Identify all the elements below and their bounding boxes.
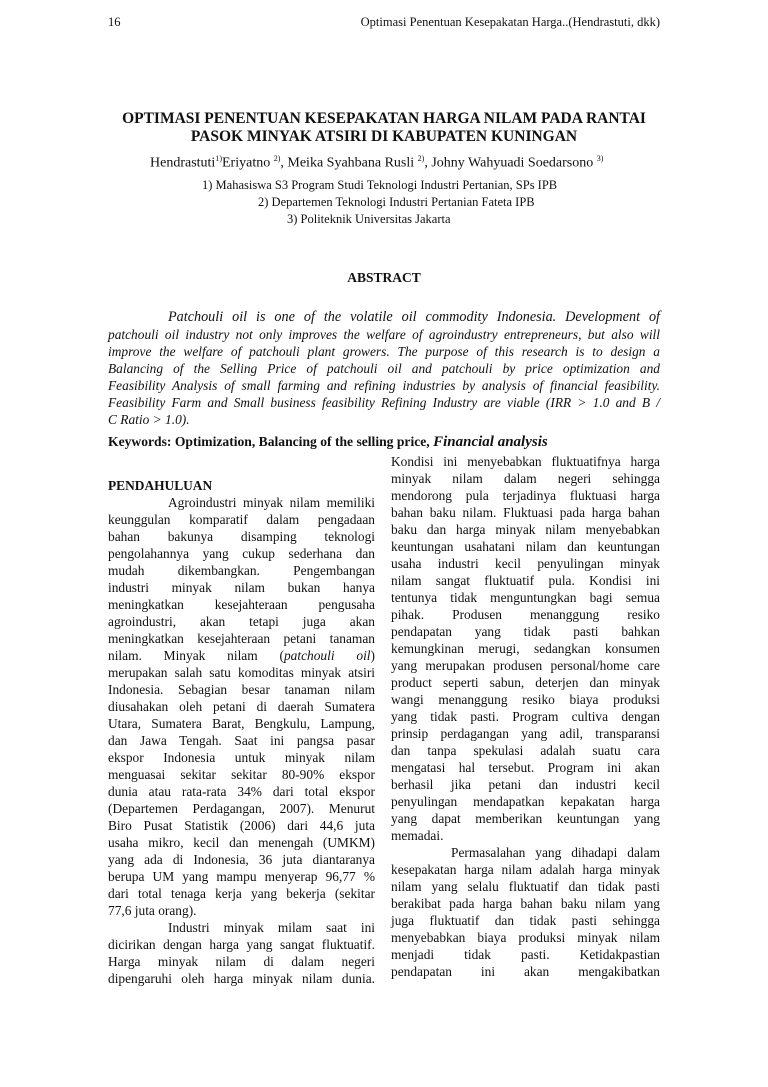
text-line (391, 742, 660, 759)
author: Hendrastuti (150, 155, 216, 171)
text-line (108, 732, 375, 749)
text-line (391, 487, 660, 504)
text-line (108, 817, 375, 834)
text-segment: Industri minyak milam saat ini (168, 920, 375, 935)
author: Eriyatno (222, 155, 271, 171)
text-segment: bahan bakunya disamping teknologi (108, 529, 375, 544)
abstract-line: patchouli oil industry not only improves the welfare of agroindustry entrepreneurs, but also will (108, 327, 660, 342)
text-line (108, 868, 375, 885)
text-line (108, 749, 375, 766)
text-line (108, 885, 375, 902)
text-line (391, 470, 660, 487)
text-line (391, 895, 660, 912)
affiliation-2: 2) Departemen Teknologi Industri Pertanian Fateta IPB (258, 195, 535, 209)
text-segment: berhasil jika petani dan industri kecil (391, 777, 660, 792)
text-line (391, 538, 660, 555)
text-segment: berakibat pada harga bahan baku nilam yang (391, 896, 660, 911)
text-segment: merupakan salah satu komoditas minyak atsiri (108, 665, 375, 680)
text-line (391, 810, 660, 827)
text-segment: menguasai sekitar sekitar 80-90% ekspor (108, 767, 375, 782)
text-line (108, 834, 375, 851)
text-segment: Permasalahan yang dihadapi dalam (451, 845, 660, 860)
text-segment: penyulingan mendapatkan kepakatan harga (391, 794, 660, 809)
text-segment: pendapatan yang tidak pasti bahkan (391, 624, 660, 639)
text-line (108, 919, 375, 936)
author-affil: 1) (215, 154, 222, 163)
text-line (391, 963, 660, 980)
text-line (391, 555, 660, 572)
text-segment: ) (370, 648, 375, 663)
author-affil: 2) (417, 154, 425, 163)
text-line (391, 844, 660, 861)
text-line (108, 630, 375, 647)
text-line (108, 647, 375, 664)
text-line (391, 725, 660, 742)
author-affil: 2) (273, 154, 281, 163)
text-line (391, 657, 660, 674)
text-line (108, 681, 375, 698)
keywords-text: Keywords: Optimization, Balancing of the selling price, (108, 434, 434, 449)
text-segment: (Departemen Perdagangan, 2007). Menurut (108, 801, 375, 816)
text-segment: menyebabkan biaya produksi minyak nilam (391, 930, 660, 945)
text-segment: meningkatkan kesejahteraan petani tanaman (108, 631, 375, 646)
text-segment: menjadi tidak pasti. Ketidakpastian (391, 947, 660, 962)
text-line (108, 936, 375, 953)
italic-term: patchouli oil (283, 648, 371, 663)
text-segment: minyak nilam dalam negeri sehingga (391, 471, 660, 486)
text-segment: pendapatan ini akan mengakibatkan (391, 964, 660, 979)
abstract-line: Patchouli oil is one of the volatile oil commodity Indonesia. Development of (168, 309, 660, 325)
text-line (391, 912, 660, 929)
page-number: 16 (108, 15, 121, 29)
text-line (391, 929, 660, 946)
text-line (391, 521, 660, 538)
text-line (391, 623, 660, 640)
affiliation-1: 1) Mahasiswa S3 Program Studi Teknologi Industri Pertanian, SPs IPB (202, 178, 558, 192)
text-line (108, 664, 375, 681)
text-line (108, 800, 375, 817)
text-segment: tentunya tidak menguntungkan bagi semua (391, 590, 660, 605)
text-segment: dan Jawa Tengah. Saat ini pangsa pasar (108, 733, 375, 748)
text-line (108, 494, 375, 511)
text-segment: mudah dikembangkan. Pengembangan (108, 563, 375, 578)
text-line (391, 504, 660, 521)
text-line (108, 953, 375, 970)
affiliation-3: 3) Politeknik Universitas Jakarta (287, 212, 451, 226)
text-segment: product seperti sabun, deterjen dan minyak (391, 675, 660, 690)
text-line (391, 606, 660, 623)
text-segment: keunggulan komparatif dalam pengadaan (108, 512, 375, 527)
text-segment: yang merupakan produsen personal/home care (391, 658, 660, 673)
text-line (108, 783, 375, 800)
text-line (108, 902, 375, 919)
text-segment: Agroindustri minyak nilam memiliki (168, 495, 375, 510)
text-line (108, 579, 375, 596)
text-segment: nilam. Minyak nilam ( (108, 648, 284, 663)
text-segment: ekspor Indonesia untuk minyak nilam (108, 750, 375, 765)
text-segment: Utara, Sumatera Barat, Bengkulu, Lampung, (108, 716, 375, 731)
text-segment: memadai. (391, 828, 444, 843)
text-segment: kemungkinan merugi, sedangkan konsumen (391, 641, 660, 656)
text-line (391, 674, 660, 691)
running-title: Optimasi Penentuan Kesepakatan Harga..(Hendrastuti, dkk) (360, 15, 660, 29)
text-segment: mendorong pula terjadinya fluktuasi harga (391, 488, 660, 503)
text-line (391, 759, 660, 776)
text-segment: meningkatkan kesejahteraan pengusaha (108, 597, 375, 612)
keywords (108, 433, 548, 450)
text-segment: nilam sangat fluktuatif pula. Kondisi ini (391, 573, 660, 588)
text-line (108, 613, 375, 630)
text-segment: Indonesia. Sebagian besar tanaman nilam (108, 682, 375, 697)
text-segment: mengatasi hal tersebut. Program ini akan (391, 760, 660, 775)
text-segment: baku dan harga minyak nilam menyebabkan (391, 522, 660, 537)
text-segment: industri minyak nilam bukan hanya (108, 580, 375, 595)
text-segment: diusahakan oleh petani di daerah Sumatera (108, 699, 375, 714)
author: , Meika Syahbana Rusli (280, 155, 415, 171)
text-segment: agroindustri, akan tetapi juga akan (108, 614, 375, 629)
text-segment: keuntungan usahatani nilam dan keuntungan (391, 539, 660, 554)
section-heading: PENDAHULUAN (108, 478, 213, 493)
text-segment: usaha industri kecil penyulingan minyak (391, 556, 660, 571)
text-line (391, 708, 660, 725)
paper-title-line-2: PASOK MINYAK ATSIRI DI KABUPATEN KUNINGAN (190, 128, 578, 145)
text-segment: 77,6 juta orang). (108, 903, 197, 918)
text-segment: Biro Pusat Statistik (2006) dari 44,6 juta (108, 818, 375, 833)
abstract-line: C Ratio > 1.0). (108, 412, 190, 427)
paper-title-line-1: OPTIMASI PENENTUAN KESEPAKATAN HARGA NILAM PADA RANTAI (122, 110, 646, 127)
text-segment: Harga minyak nilam di dalam negeri (108, 954, 375, 969)
text-line (391, 640, 660, 657)
text-segment: yang dapat memberikan keuntungan yang (391, 811, 660, 826)
text-segment: nilam yang selalu fluktuatif dan tidak pasti (391, 879, 660, 894)
text-line (391, 946, 660, 963)
text-line (391, 793, 660, 810)
abstract-line: Feasibility Farm and Small business feasibility Refining Industry are viable (IRR > 1.0 and B / (108, 395, 660, 410)
abstract-line: Feasibility Analysis of small farming and refining industries by analysis of financial feasibility. (108, 378, 660, 393)
text-line (108, 528, 375, 545)
text-line (108, 715, 375, 732)
abstract-line: Balancing of the Selling Price of patchouli oil and patchouli by price optimization and (108, 361, 660, 376)
abstract-line: improve the welfare of patchouli plant growers. The purpose of this research is to design a (108, 344, 660, 359)
text-line (108, 562, 375, 579)
text-segment: dari total tenaga kerja yang bekerja (sekitar (108, 886, 375, 901)
text-line (108, 511, 375, 528)
text-segment: dunia atau rata-rata 34% dari total ekspor (108, 784, 375, 799)
text-segment: bahan baku nilam. Fluktuasi pada harga bahan (391, 505, 660, 520)
text-line (108, 970, 375, 987)
text-segment: berupa UM yang mampu menyerap 96,77 % (108, 869, 375, 884)
text-segment: dipengaruhi oleh harga minyak nilam dunia. (108, 971, 375, 986)
text-line (108, 596, 375, 613)
text-line (391, 572, 660, 589)
text-line (391, 589, 660, 606)
text-line (391, 878, 660, 895)
text-segment: kesepakatan harga nilam adalah harga minyak (391, 862, 660, 877)
text-segment: prinsip perdagangan yang adil, transparansi (391, 726, 660, 741)
text-segment: pengolahannya yang cukup sederhana dan (108, 546, 375, 561)
author-affil: 3) (596, 154, 604, 163)
author: , Johny Wahyuadi Soedarsono (424, 155, 594, 171)
text-segment: dan tanpa spekulasi adalah suatu cara (391, 743, 660, 758)
text-segment: yang tidak pasti. Program cultiva dengan (391, 709, 660, 724)
text-segment: Kondisi ini menyebabkan fluktuatifnya harga (391, 454, 660, 469)
abstract-heading: ABSTRACT (347, 270, 421, 285)
text-segment: pihak. Produsen menanggung resiko (391, 607, 660, 622)
text-line (391, 453, 660, 470)
text-segment: dicirikan dengan harga yang sangat fluktuatif. (108, 937, 375, 952)
text-line (108, 851, 375, 868)
authors (150, 154, 603, 172)
text-line (108, 766, 375, 783)
text-line (391, 776, 660, 793)
keywords-italic: Financial analysis (433, 434, 548, 450)
text-line (108, 698, 375, 715)
text-line (391, 861, 660, 878)
text-line (391, 691, 660, 708)
text-segment: juga fluktuatif dan tidak pasti sehingga (391, 913, 660, 928)
text-line (108, 545, 375, 562)
text-segment: usaha mikro, kecil dan menengah (UMKM) (108, 835, 375, 850)
text-segment: yang ada di Indonesia, 36 juta diantaranya (108, 852, 375, 867)
text-line (391, 827, 660, 844)
text-segment: wangi menanggung resiko biaya produksi (391, 692, 660, 707)
